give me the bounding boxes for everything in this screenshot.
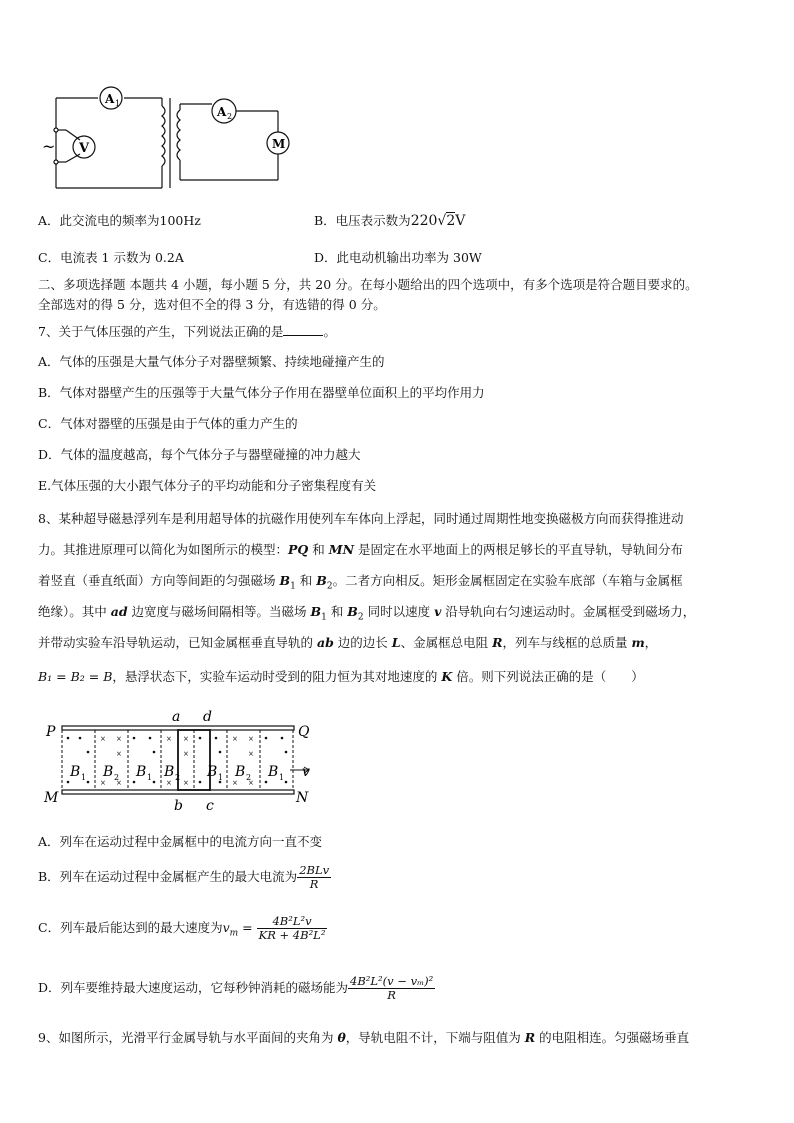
- rail-label-q: Q: [298, 724, 310, 740]
- ammeter-2-label: A: [217, 105, 227, 119]
- maglev-rail-diagram: [40, 708, 330, 816]
- frame-corner-a: a: [172, 709, 181, 725]
- svg-text:2: 2: [175, 773, 181, 782]
- field-label: B: [103, 764, 114, 780]
- svg-text:×: ×: [248, 735, 254, 743]
- field-label: B: [235, 764, 246, 780]
- field-label: B: [207, 764, 218, 780]
- svg-text:×: ×: [232, 779, 238, 787]
- svg-text:×: ×: [248, 779, 254, 787]
- q7-option-b: B．气体对器壁产生的压强等于大量气体分子作用在器壁单位面积上的平均作用力: [38, 385, 485, 400]
- q6-option-d: D．此电动机输出功率为 30W: [314, 250, 482, 265]
- energy-per-second-fraction: $\frac{\text{4B²L²(v − vₘ)²}}{R}$: [350, 974, 434, 1002]
- svg-text:×: ×: [183, 735, 189, 743]
- field-label: B: [70, 764, 81, 780]
- q8-stem-line5: 并带动实验车沿导轨运动，已知金属框垂直导轨的 ab 边的边长 L、金属框总电阻 R，列车与线框的总质量 m，: [38, 635, 658, 650]
- svg-text:×: ×: [166, 779, 172, 787]
- q7-stem: 7、关于气体压强的产生，下列说法正确的是 。: [38, 324, 336, 339]
- frame-corner-c: c: [206, 798, 214, 814]
- svg-text:×: ×: [232, 735, 238, 743]
- answer-blank: [283, 323, 323, 336]
- field-label: B: [268, 764, 279, 780]
- motor-label: M: [272, 137, 286, 151]
- svg-text:×: ×: [116, 779, 122, 787]
- rail-label-p: P: [46, 724, 56, 740]
- frame-corner-d: d: [203, 709, 212, 725]
- q7-option-a: A．气体的压强是大量气体分子对器壁频繁、持续地碰撞产生的: [38, 354, 385, 369]
- svg-text:1: 1: [147, 773, 153, 782]
- svg-text:1: 1: [218, 773, 224, 782]
- q7-option-e: E.气体压强的大小跟气体分子的平均动能和分子密集程度有关: [38, 478, 377, 493]
- rail-label-n: N: [296, 790, 309, 806]
- q8-option-a: A．列车在运动过程中金属框中的电流方向一直不变: [38, 834, 323, 849]
- q7-option-c: C．气体对器壁的压强是由于气体的重力产生的: [38, 416, 298, 431]
- q8-stem-line4: 绝缘）。其中 ad 边宽度与磁场间隔相等。当磁场 $B_1$ 和 $B_2$ 同时以速度 v 沿导轨向右匀速运动时。金属框受到磁场力，: [38, 604, 696, 623]
- max-current-fraction: $\frac{\text{2BLv}}{R}$: [299, 863, 330, 891]
- svg-text:×: ×: [116, 735, 122, 743]
- q6-option-b-label: B．电压表示数为: [314, 213, 411, 228]
- velocity-label: v: [302, 764, 310, 780]
- rail-label-m: M: [44, 790, 59, 806]
- max-speed-fraction: $\frac{\text{4B²L²v}}{\text{KR + 4B²L²}}$: [258, 914, 326, 942]
- q8-stem-line6: B₁ = B₂ = B，悬浮状态下，实验车运动时受到的阻力恒为其对地速度的 K 倍。则下列说法正确的是（ ）: [38, 669, 644, 684]
- svg-text:1: 1: [81, 773, 87, 782]
- ac-source-symbol: ~: [42, 137, 56, 156]
- svg-text:1: 1: [279, 773, 285, 782]
- section2-instructions-line2: 全部选对的得 5 分，选对但不全的得 3 分，有选错的得 0 分。: [38, 297, 386, 312]
- q8-option-b: B．列车在运动过程中金属框产生的最大电流为 $\frac{\text{2BLv}}{R}$: [38, 863, 330, 891]
- ammeter-1-label: A: [105, 92, 115, 106]
- q6-option-a: A．此交流电的频率为100Hz: [38, 213, 201, 228]
- q8-stem-line1: 8、某种超导磁悬浮列车是利用超导体的抗磁作用使列车车体向上浮起，同时通过周期性地变换磁极方向而获得推进动: [38, 511, 684, 526]
- q8-option-c: C．列车最后能达到的最大速度为$v_m$ = $\frac{\text{4B²L²v}}{\text{KR + 4B²L²}}$: [38, 914, 326, 942]
- q9-stem: 9、如图所示，光滑平行金属导轨与水平面间的夹角为 θ，导轨电阻不计，下端与阻值为 R 的电阻相连。匀强磁场垂直: [38, 1030, 690, 1045]
- section2-instructions-line1: 二、多项选择题 本题共 4 小题，每小题 5 分，共 20 分。在每小题给出的四个选项中，有多个选项是符合题目要求的。: [38, 277, 698, 292]
- svg-text:×: ×: [166, 735, 172, 743]
- q8-stem-line2: 力。其推进原理可以简化为如图所示的模型：PQ 和 MN 是固定在水平地面上的两根足够长的平直导轨，导轨间分布: [38, 542, 684, 557]
- q8-option-d: D．列车要维持最大速度运动，它每秒钟消耗的磁场能为 $\frac{\text{4B²L²(v − vₘ)²}}{R}$: [38, 974, 434, 1002]
- ammeter-2-subscript: 2: [227, 112, 233, 121]
- q8-stem-line3: 着竖直（垂直纸面）方向等间距的匀强磁场 $B_1$ 和 $B_2$。二者方向相反。矩形金属框固定在实验车底部（车箱与金属框: [38, 573, 683, 592]
- voltmeter-label: V: [79, 141, 90, 156]
- transformer-circuit-diagram: [40, 84, 300, 194]
- q6-option-b: [314, 213, 465, 229]
- q7-option-d: D．气体的温度越高，每个气体分子与器壁碰撞的冲力越大: [38, 447, 361, 462]
- svg-text:×: ×: [183, 750, 189, 758]
- svg-text:×: ×: [116, 750, 122, 758]
- svg-text:×: ×: [248, 750, 254, 758]
- voltage-expression: 220√2V: [410, 213, 466, 229]
- svg-text:×: ×: [100, 779, 106, 787]
- svg-text:2: 2: [114, 773, 120, 782]
- field-label: B: [136, 764, 147, 780]
- field-label: B: [164, 764, 175, 780]
- q6-option-c: C．电流表 1 示数为 0.2A: [38, 250, 184, 265]
- svg-text:×: ×: [183, 779, 189, 787]
- svg-text:2: 2: [246, 773, 252, 782]
- svg-text:×: ×: [100, 735, 106, 743]
- field-equality-expression: B₁ = B₂ = B: [38, 669, 113, 684]
- ammeter-1-subscript: 1: [115, 99, 121, 108]
- frame-corner-b: b: [174, 798, 183, 814]
